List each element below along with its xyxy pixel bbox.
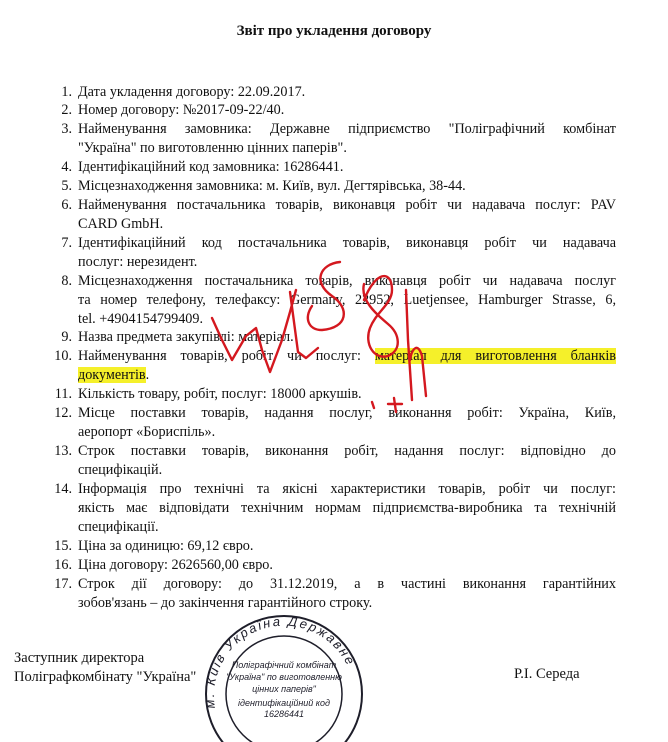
- seal-stamp: [196, 602, 366, 742]
- item-text: [78, 158, 616, 177]
- seal-ring-text: м. Київ Україна Державне: [201, 613, 359, 710]
- item-text-plain: .: [145, 367, 150, 383]
- item-number: 17.: [54, 576, 72, 592]
- item-line: Ідентифікаційний код замовника: 16286441.: [78, 159, 344, 175]
- item-text: [78, 196, 616, 234]
- item-line: Кількість товару, робіт, послуг: 18000 аркушів.: [78, 386, 362, 402]
- item-line: Місцезнаходження замовника: м. Київ, вул. Дегтярівська, 38-44.: [78, 178, 466, 194]
- item-number: 12.: [54, 405, 72, 421]
- item-number: 3.: [61, 121, 72, 137]
- item-number: 13.: [54, 443, 72, 459]
- item-text: [78, 328, 616, 347]
- item-text: [78, 385, 616, 404]
- item-number: 1.: [61, 84, 72, 100]
- item-text: [78, 404, 616, 442]
- item-number: 2.: [61, 102, 72, 118]
- item-number: 14.: [54, 481, 72, 497]
- item-number: 11.: [54, 386, 72, 402]
- item-number: 16.: [54, 557, 72, 573]
- highlighted-text: документів: [78, 367, 146, 383]
- item-text: [78, 120, 616, 158]
- item-text: [78, 177, 616, 196]
- item-line: Ціна за одиницю: 69,12 євро.: [78, 538, 254, 554]
- item-text: [78, 347, 616, 385]
- item-text: [78, 272, 616, 329]
- item-text: [78, 234, 616, 272]
- seal-center-line: цінних паперів": [252, 684, 316, 694]
- signatory-name: Р.І. Середа: [514, 666, 580, 682]
- item-line: Строк дії договору: до 31.12.2019, а в частині виконання гарантійних: [78, 576, 616, 592]
- item-number: 10.: [54, 348, 72, 364]
- seal-center-line: Поліграфічний комбінат: [231, 660, 337, 670]
- item-line: специфікацій.: [78, 462, 163, 478]
- item-number: 7.: [61, 235, 72, 251]
- document-title: Звіт про укладення договору: [236, 23, 432, 39]
- signatory-position-line1: Заступник директора: [14, 650, 145, 666]
- item-number: 15.: [54, 538, 72, 554]
- item-line: якість має відповідати технічним нормам підприємства-виробника та технічній: [78, 500, 616, 516]
- item-line: CARD GmbH.: [78, 216, 164, 232]
- item-text: [78, 101, 616, 120]
- item-number: 6.: [61, 197, 72, 213]
- signatory-position-line2: Поліграфкомбінату "Україна": [14, 669, 197, 685]
- item-number: 4.: [61, 159, 72, 175]
- item-text: [78, 480, 616, 537]
- seal-center-line: "Україна" по виготовленню: [226, 672, 342, 682]
- item-number: 8.: [61, 273, 72, 289]
- item-line: tel. +4904154799409.: [78, 311, 204, 327]
- signatory-position: [14, 649, 196, 687]
- item-line: зобов'язань – до закінчення гарантійного строку.: [78, 595, 373, 611]
- item-line: Місце поставки товарів, надання послуг, виконання робіт: Україна, Київ,: [78, 405, 616, 421]
- item-line: специфікації.: [78, 519, 159, 535]
- item-line: Дата укладення договору: 22.09.2017.: [78, 84, 306, 100]
- item-text: [78, 556, 616, 575]
- item-number: 9.: [61, 329, 72, 345]
- item-text: [78, 442, 616, 480]
- item-line: та номер телефону, телефаксу: Germany, 22952, Luetjensee, Hamburger Strasse, 6,: [78, 292, 616, 308]
- item-line: Номер договору: №2017-09-22/40.: [78, 102, 285, 118]
- item-line: Строк поставки товарів, виконання робіт, надання послуг: відповідно до: [78, 443, 616, 459]
- item-line: Назва предмета закупівлі: матеріал.: [78, 329, 294, 345]
- item-text: [78, 537, 616, 556]
- item-text: [78, 83, 616, 102]
- item-line: Ідентифікаційний код постачальника товарів, виконавця робіт чи надавача: [78, 235, 616, 251]
- item-line: Інформація про технічні та якісні характеристики товарів, робіт чи послуг:: [78, 481, 616, 497]
- item-line: [78, 366, 616, 385]
- highlighted-text: матеріал для виготовлення бланків: [374, 348, 616, 364]
- item-line: Найменування замовника: Державне підприємство "Поліграфічний комбінат: [78, 121, 616, 137]
- item-line: Ціна договору: 2626560,00 євро.: [78, 557, 273, 573]
- seal-center-line: ідентифікаційний код: [237, 698, 331, 708]
- item-line: послуг: нерезидент.: [78, 254, 198, 270]
- item-line: Найменування постачальника товарів, виконавця робіт чи надавача послуг: PAV: [78, 197, 616, 213]
- item-number: 5.: [61, 178, 72, 194]
- item-line: "Україна" по виготовленню цінних паперів".: [78, 140, 347, 156]
- item-text-plain: Найменування товарів, робіт чи послуг:: [78, 348, 361, 364]
- item-line: [78, 347, 616, 366]
- seal-center-line: 16286441: [263, 709, 305, 719]
- item-line: аеропорт «Бориспіль».: [78, 424, 216, 440]
- item-line: Місцезнаходження постачальника товарів, виконавця робіт чи надавача послуг: [78, 273, 616, 289]
